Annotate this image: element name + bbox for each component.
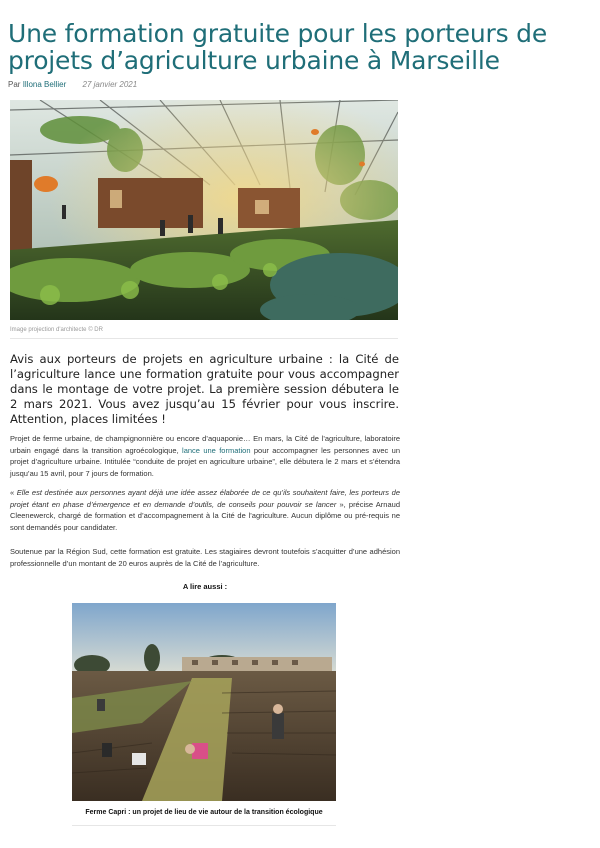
p1-text-end: pour accompagner les personnes avec un projet d’agriculture urbaine. Intitulée “conduite de projet en agriculture urbaine”, elle débutera le 2 mars et s’étendra jusqu’au 15 avril, pour 7 jours de formation.: [10, 445, 400, 478]
p1-text-start: Projet de ferme urbaine, de champignonnière ou encore d’aquaponie… En mars, la Cité de l’agriculture, laboratoire urbain engagé dans la transition agroécologique,: [10, 434, 400, 455]
author-link[interactable]: Illona Bellier: [22, 80, 67, 89]
related-divider: [72, 825, 336, 826]
related-article-title[interactable]: Ferme Capri : un projet de lieu de vie autour de la transition écologique: [85, 809, 323, 816]
caption-divider: [10, 338, 398, 339]
byline: [8, 80, 137, 89]
body-paragraph-3: Soutenue par la Région Sud, cette formation est gratuite. Les stagiaires devront toutefois s’acquitter d’une adhésion professionnelle d’un montant de 20 euros auprès de la Cité de l’agriculture.: [10, 547, 400, 568]
quote-open: «: [10, 488, 17, 497]
p2-text-end: », précise Arnaud Cleenewerck, chargé de formation et d’accompagnement à la Cité de l’agriculture. Aucun diplôme ou pré-requis ne sont demandés pour candidater.: [10, 499, 400, 532]
related-article-image[interactable]: [72, 603, 336, 801]
hero-image: [10, 100, 398, 320]
quote-text: Elle est destinée aux personnes ayant déjà une idée assez élaborée de ce qu’ils souhaitent faire, les porteurs de projet étant en phase d’émergence et en demande d’outils, de conseils pour pouvoir se lancer: [10, 488, 400, 509]
article-title: Une formation gratuite pour les porteurs de projets d’agriculture urbaine à Marseille: [8, 19, 548, 75]
lead-paragraph: Avis aux porteurs de projets en agriculture urbaine : la Cité de l’agriculture lance une formation gratuite pour vous accompagner dans le montage de votre projet. La première session débutera le 2 mars 2021. Vous avez jusqu’au 15 février pour vous inscrire. Attention, places limitées !: [10, 352, 399, 426]
byline-prefix: Par: [8, 80, 21, 89]
farm-field-photo: [72, 603, 336, 801]
see-also-label: A lire aussi :: [182, 582, 228, 591]
body-paragraph-2: [10, 487, 400, 533]
hero-caption: Image projection d'architecte © DR: [10, 327, 103, 333]
greenhouse-illustration: [10, 100, 398, 320]
formation-link[interactable]: lance une formation: [182, 445, 251, 455]
publish-date: 27 janvier 2021: [82, 80, 138, 89]
body-paragraph-1: [10, 433, 400, 479]
